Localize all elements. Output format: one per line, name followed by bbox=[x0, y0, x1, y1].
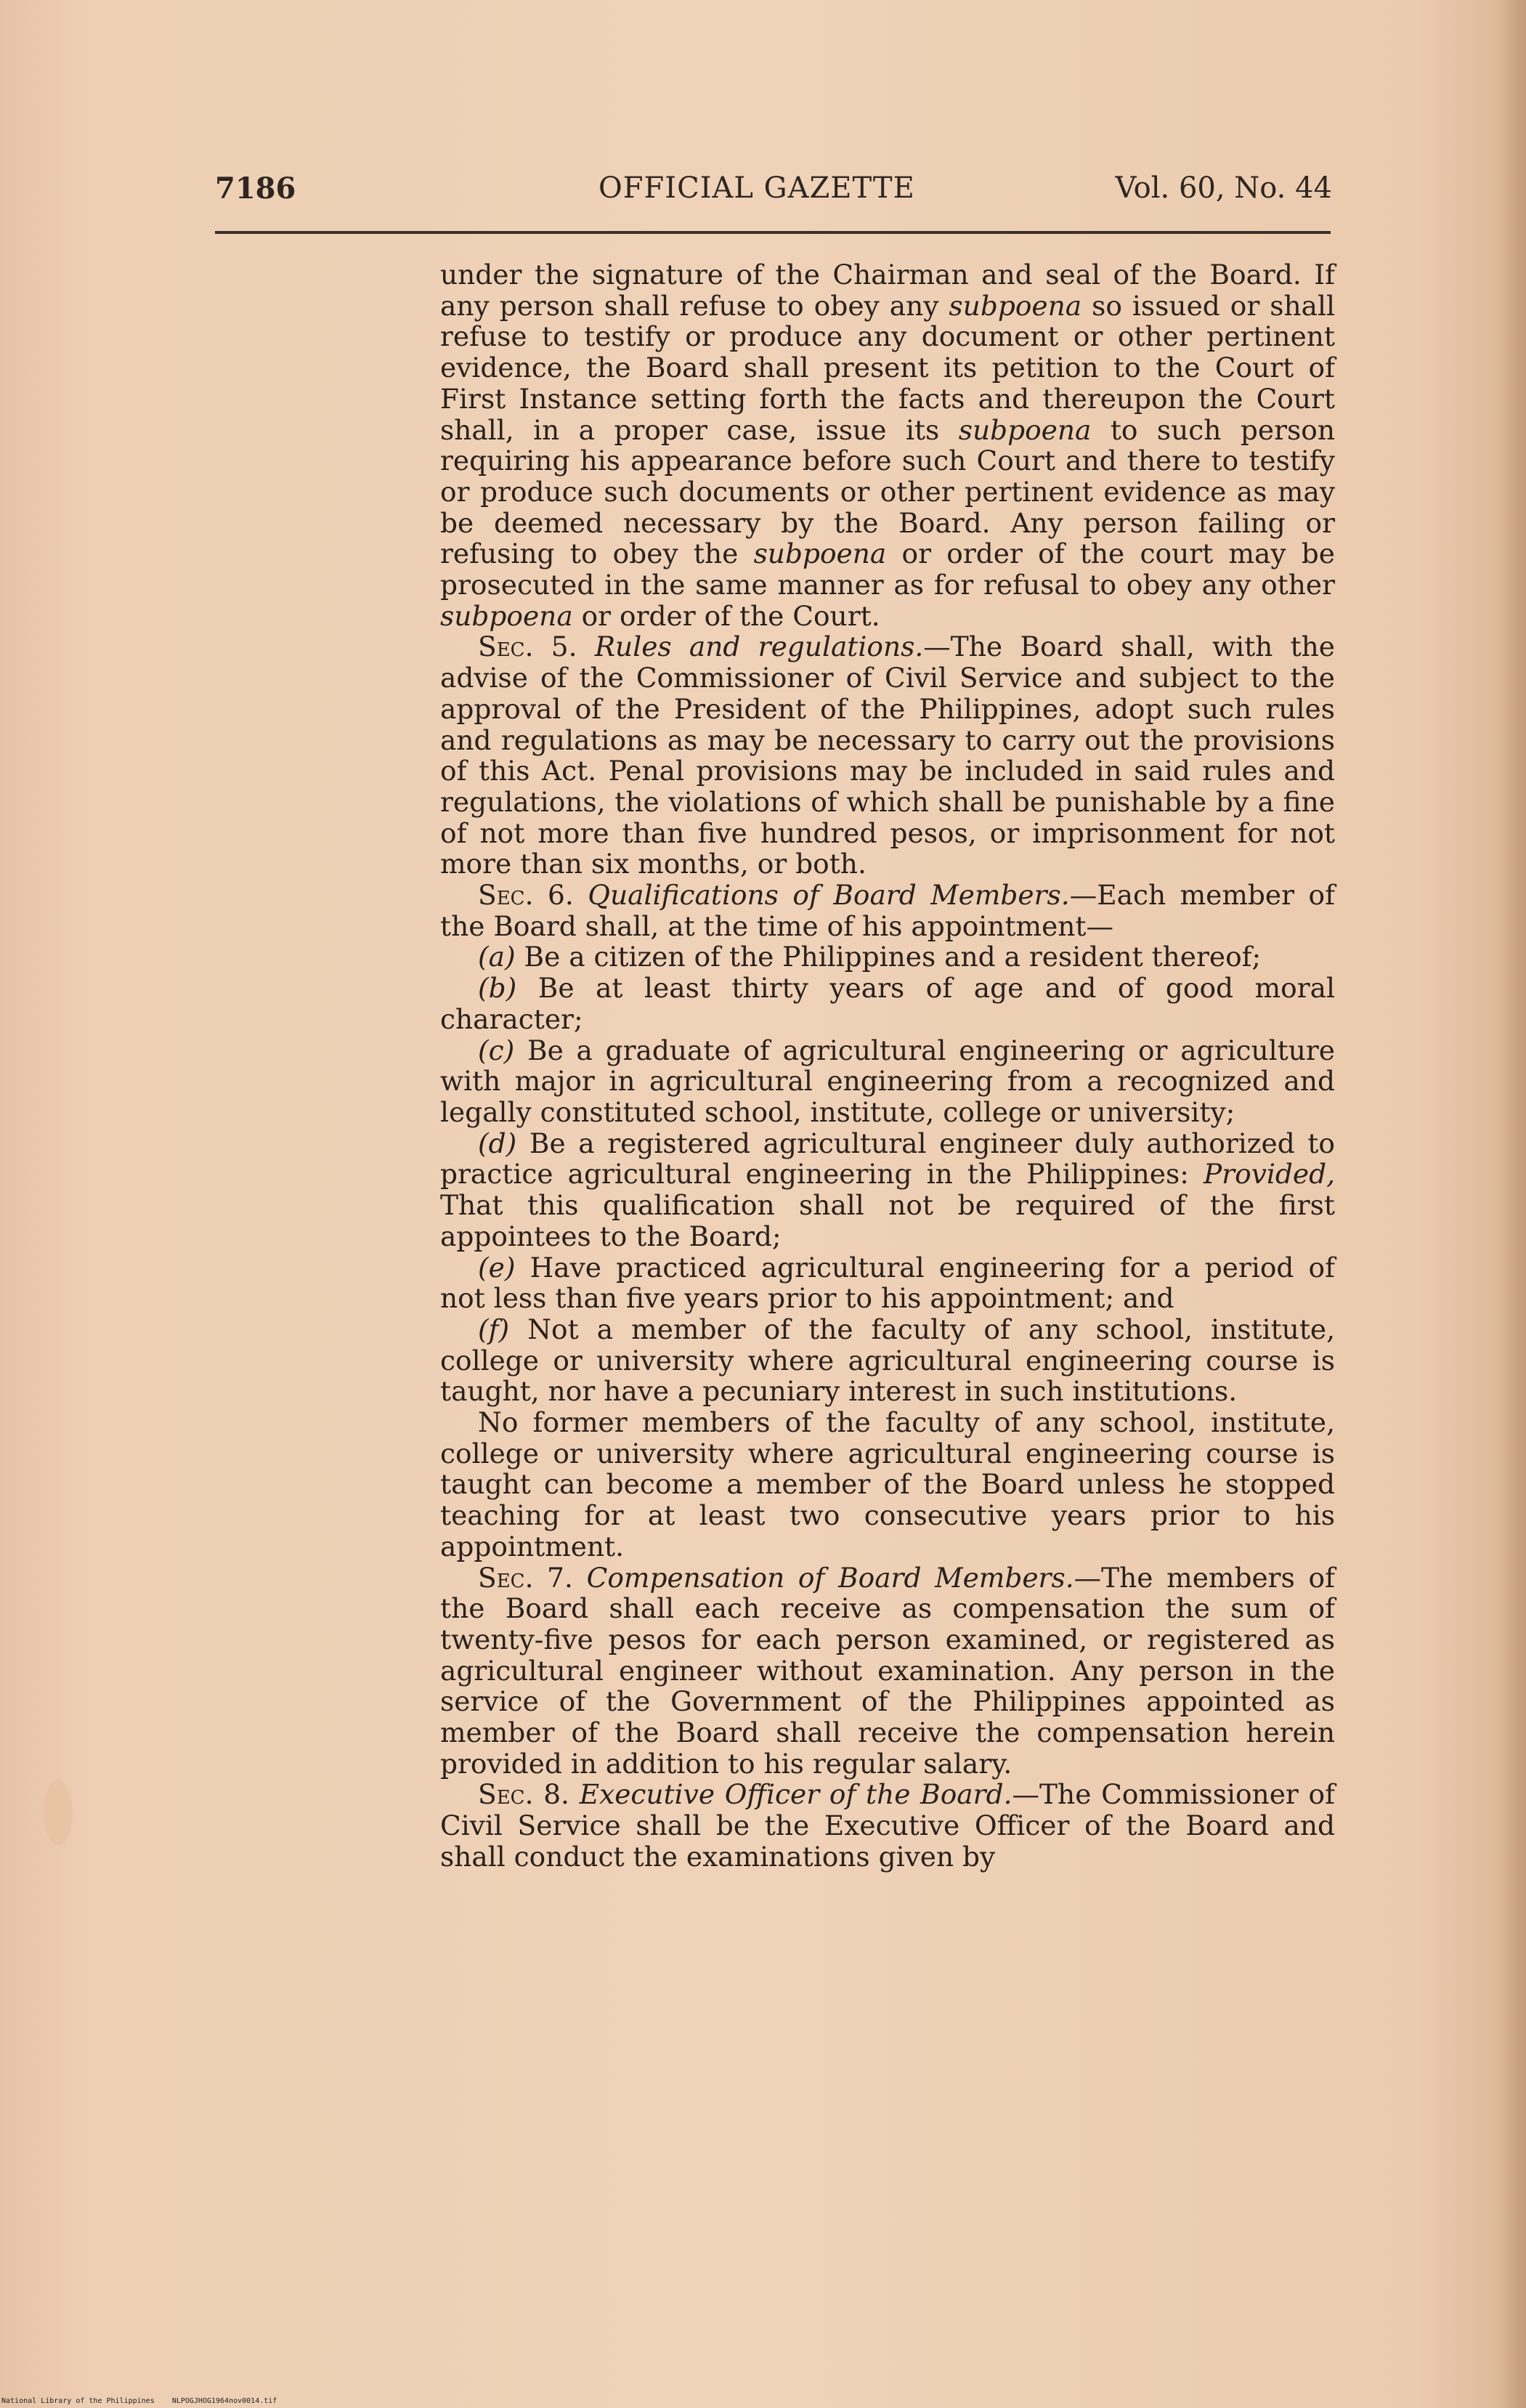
section-heading: Rules and regulations. bbox=[594, 631, 924, 663]
paragraph-continuation: under the signature of the Chairman and seal of the Board. If any person shall refuse to obey any subpoena so issued or shall refuse to testify or produce any document or other pertinent evidence, the Board shall present its petition to the Court of First Instance setting forth the facts and thereupon the Court shall, in a proper case, issue its subpoena to such person requiring his appearance before such Court and there to testify or produce such documents or other pertinent evidence as may be deemed necessary by the Board. Any person failing or refusing to obey the subpoena or order of the court may be prosecuted in the same manner as for refusal to obey any other subpoena or order of the Court. bbox=[440, 259, 1336, 632]
section-heading: Qualifications of Board Members. bbox=[588, 879, 1070, 912]
section-heading: Executive Officer of the Board. bbox=[579, 1778, 1012, 1811]
list-item-e: (e) Have practiced agricultural engineering for a period of not less than five years prior to his appointment; and bbox=[440, 1251, 1335, 1315]
section-6: Sec. 6. Qualifications of Board Members.—Each member of the Board shall, at the time of his appointment— bbox=[440, 879, 1335, 942]
volume-number: Vol. 60, No. 44 bbox=[1115, 171, 1332, 205]
list-item-b: (b) Be at least thirty years of age and of good moral character; bbox=[440, 972, 1335, 1035]
page-number: 7186 bbox=[215, 171, 296, 206]
paper-stain bbox=[44, 1780, 73, 1845]
page-header bbox=[215, 171, 1332, 215]
header-rule bbox=[215, 231, 1331, 234]
publication-title: OFFICIAL GAZETTE bbox=[598, 171, 915, 205]
section-heading: Compensation of Board Members. bbox=[586, 1561, 1074, 1594]
list-item-c: (c) Be a graduate of agricultural engineering or agriculture with major in agricultural engineering from a recognized and legally constituted school, institute, college or university; bbox=[440, 1034, 1335, 1128]
page-edge-shadow bbox=[1497, 0, 1526, 2408]
scan-filename: NLPOGJHOG1964nov0014.tif bbox=[171, 2397, 277, 2405]
list-item-a: (a) Be a citizen of the Philippines and a resident thereof; bbox=[478, 941, 1262, 973]
paragraph-no-former-members: No former members of the faculty of any school, institute, college or university where agricultural engineering course is taught can become a member of the Board unless he stopped teaching for at least two consecutive years prior to his appointment. bbox=[440, 1406, 1335, 1562]
list-item-f: (f) Not a member of the faculty of any school, institute, college or university where agricultural engineering course is taught, nor have a pecuniary interest in such institutions. bbox=[440, 1313, 1335, 1408]
scan-footer bbox=[1, 2397, 277, 2405]
library-credit: National Library of the Philippines bbox=[1, 2397, 155, 2405]
section-7: Sec. 7. Compensation of Board Members.—The members of the Board shall each receive as compensation the sum of twenty-five pesos for each person examined, or registered as agricultural engineer without examination. Any person in the service of the Government of the Philippines appointed as member of the Board shall receive the compensation herein provided in addition to his regular salary. bbox=[440, 1561, 1335, 1780]
section-5: Sec. 5. Rules and regulations.—The Board shall, with the advise of the Commissioner of Civil Service and subject to the approval of the President of the Philippines, adopt such rules and regulations as may be necessary to carry out the provisions of this Act. Penal provisions may be included in said rules and regulations, the violations of which shall be punishable by a fine of not more than five hundred pesos, or imprisonment for not more than six months, or both. bbox=[440, 631, 1335, 880]
section-8: Sec. 8. Executive Officer of the Board.—The Commissioner of Civil Service shall be the Executive Officer of the Board and shall conduct the examinations given by bbox=[440, 1778, 1335, 1873]
article-body bbox=[440, 259, 1335, 1873]
list-item-d: (d) Be a registered agricultural engineer duly authorized to practice agricultural engineering in the Philippines: Provided, That this qualification shall not be required of the first appointees to the Board; bbox=[440, 1127, 1335, 1252]
